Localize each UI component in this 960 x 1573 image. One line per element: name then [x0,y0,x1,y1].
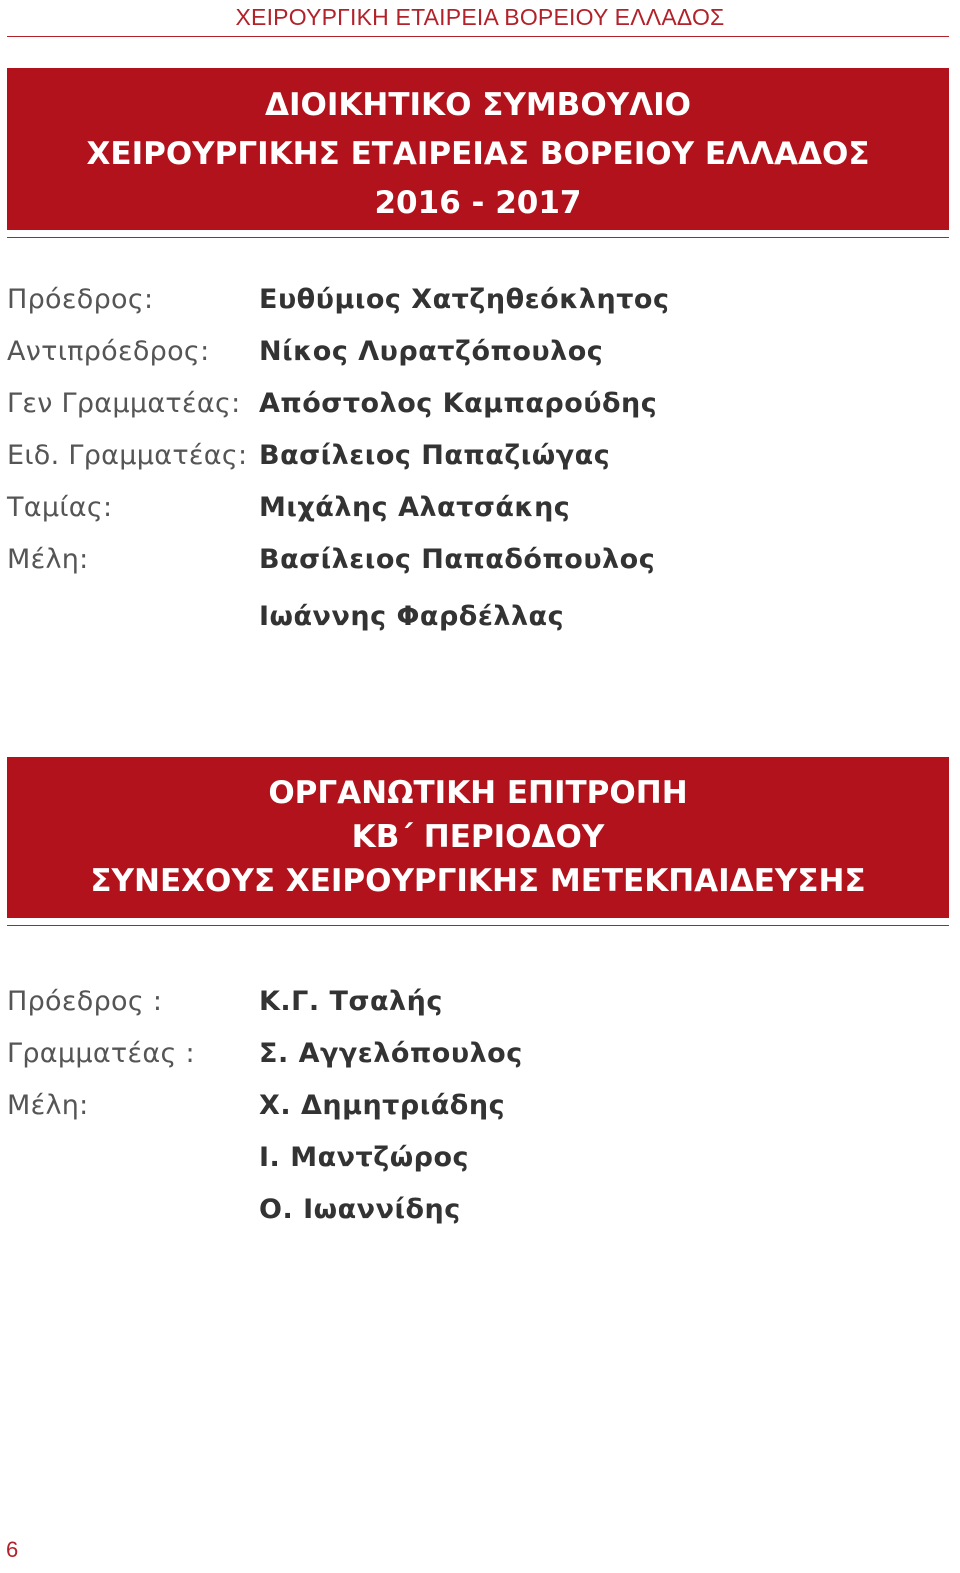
committee-member-row [7,1142,947,1182]
board-title-banner [7,68,949,230]
committee-member-name: Σ. Αγγελόπουλος [259,1038,523,1069]
page-number: 6 [6,1537,19,1562]
board-member-name: Βασίλειος Παπαζιώγας [259,440,611,471]
header-rule [7,36,949,37]
board-member-name: Απόστολος Καμπαρούδης [259,388,658,419]
committee-member-name: Χ. Δημητριάδης [259,1090,506,1121]
board-member-row [7,492,947,532]
committee-member-name: Ο. Ιωαννίδης [259,1194,461,1225]
board-role-label: Ειδ. Γραμματέας: [7,440,248,471]
committee-role-label: Πρόεδρος : [7,986,163,1017]
board-member-row [7,601,947,641]
board-member-row [7,544,947,584]
committee-member-name: Κ.Γ. Τσαλής [259,986,443,1017]
board-member-row [7,440,947,480]
board-member-row [7,336,947,376]
board-role-label: Πρόεδρος: [7,284,154,315]
committee-role-label: Γραμματέας : [7,1038,195,1069]
board-role-label: Μέλη: [7,544,89,575]
board-title-line-3: 2016 - 2017 [374,185,582,221]
committee-title-banner [7,757,949,918]
committee-banner-rule [7,925,949,926]
committee-member-row [7,1090,947,1130]
board-member-name: Νίκος Λυρατζόπουλος [259,336,604,367]
committee-member-name: Ι. Μαντζώρος [259,1142,470,1173]
board-member-name: Μιχάλης Αλατσάκης [259,492,571,523]
committee-role-label: Μέλη: [7,1090,89,1121]
committee-title-line-3: ΣΥΝΕΧΟΥΣ ΧΕΙΡΟΥΡΓΙΚΗΣ ΜΕΤΕΚΠΑΙΔΕΥΣΗΣ [90,863,866,899]
board-role-label: Αντιπρόεδρος: [7,336,210,367]
board-member-name: Βασίλειος Παπαδόπουλος [259,544,656,575]
board-member-name: Ιωάννης Φαρδέλλας [259,601,565,632]
board-title-line-2: ΧΕΙΡΟΥΡΓΙΚΗΣ ΕΤΑΙΡΕΙΑΣ ΒΟΡΕΙΟΥ ΕΛΛΑΔΟΣ [86,136,870,172]
committee-title-line-2: ΚΒ΄ ΠΕΡΙΟΔΟΥ [351,819,605,855]
committee-member-row [7,1038,947,1078]
board-title-line-1: ΔΙΟΙΚΗΤΙΚΟ ΣΥΜΒΟΥΛΙΟ [264,87,691,123]
committee-member-row [7,986,947,1026]
board-role-label: Ταμίας: [7,492,113,523]
board-role-label: Γεν Γραμματέας: [7,388,241,419]
committee-title-line-1: ΟΡΓΑΝΩΤΙΚΗ ΕΠΙΤΡΟΠΗ [268,775,688,811]
committee-member-row [7,1194,947,1234]
board-member-name: Ευθύμιος Χατζηθεόκλητος [259,284,670,315]
board-member-row [7,284,947,324]
running-header: ΧΕΙΡΟΥΡΓΙΚΗ ΕΤΑΙΡΕΙΑ ΒΟΡΕΙΟΥ ΕΛΛΑΔΟΣ [235,4,725,30]
board-member-row [7,388,947,428]
board-banner-rule [7,237,949,238]
